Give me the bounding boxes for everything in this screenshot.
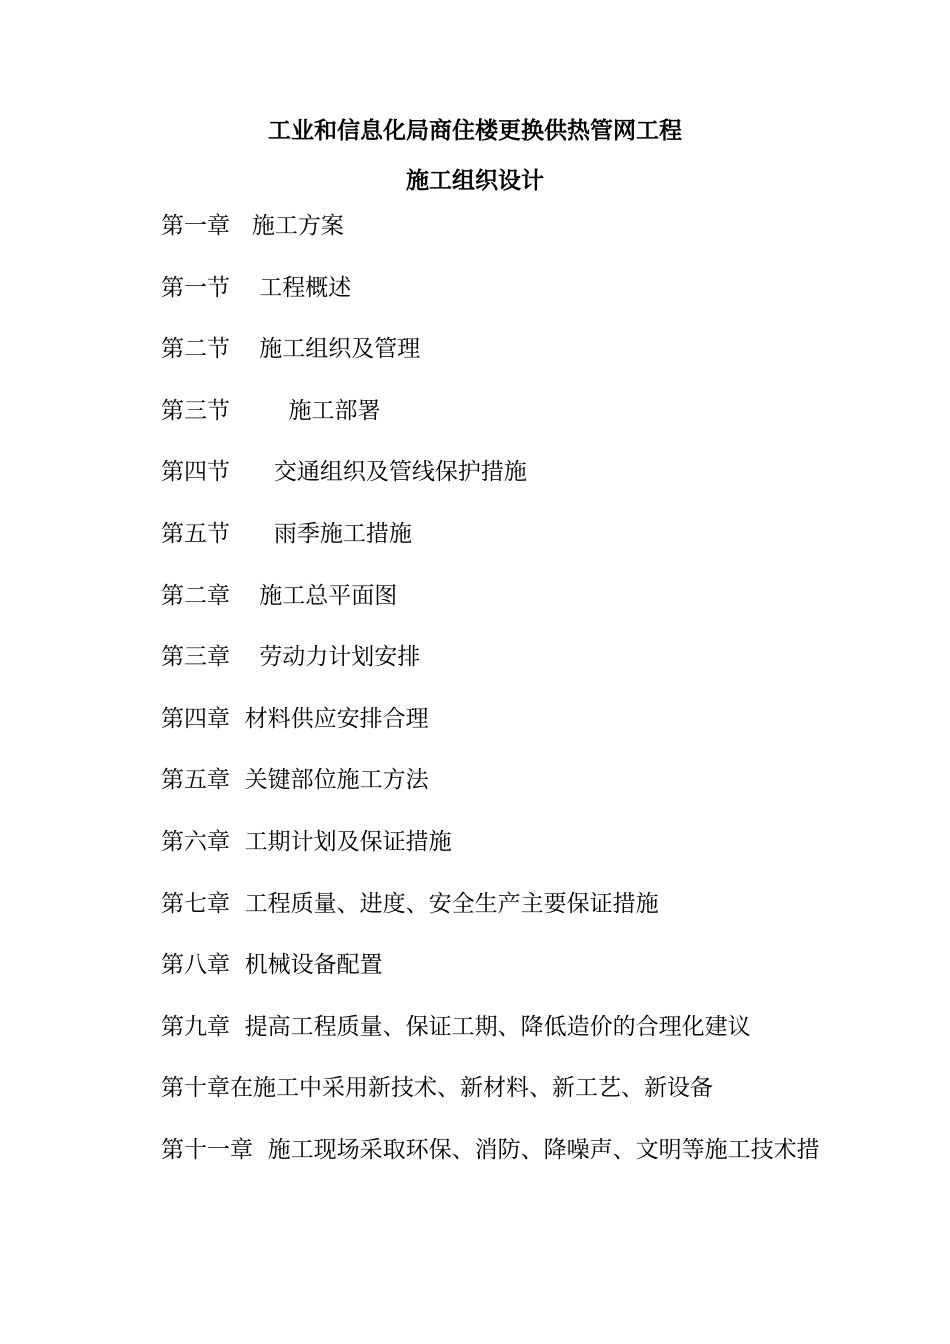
toc-item-chapter-3: 第三章 劳动力计划安排 — [161, 644, 421, 671]
toc-item-chapter-4: 第四章 材料供应安排合理 — [161, 705, 429, 732]
toc-item-chapter-11: 第十一章 施工现场采取环保、消防、降噪声、文明等施工技术措 — [161, 1136, 820, 1163]
toc-item-chapter-2: 第二章 施工总平面图 — [161, 582, 398, 609]
toc-item-chapter-1: 第一章 施工方案 — [161, 213, 344, 239]
toc-item-chapter-8: 第八章 机械设备配置 — [161, 952, 383, 979]
table-of-contents — [161, 210, 820, 1196]
toc-item-section-4: 第四节 交通组织及管线保护措施 — [161, 459, 527, 486]
toc-item-chapter-7: 第七章 工程质量、进度、安全生产主要保证措施 — [161, 890, 659, 917]
toc-item-chapter-10: 第十章在施工中采用新技术、新材料、新工艺、新设备 — [161, 1075, 713, 1102]
toc-item-chapter-6: 第六章 工期计划及保证措施 — [161, 828, 452, 855]
toc-item-section-5: 第五节 雨季施工措施 — [161, 520, 412, 547]
toc-item-chapter-5: 第五章 关键部位施工方法 — [161, 767, 429, 794]
toc-item-section-3: 第三节 施工部署 — [161, 397, 381, 424]
document-title: 工业和信息化局商住楼更换供热管网工程 — [268, 118, 682, 144]
toc-item-section-2: 第二节 施工组织及管理 — [161, 336, 421, 363]
toc-item-chapter-9: 第九章 提高工程质量、保证工期、降低造价的合理化建议 — [161, 1013, 751, 1040]
document-subtitle: 施工组织设计 — [406, 168, 544, 194]
toc-item-section-1: 第一节 工程概述 — [161, 274, 352, 301]
